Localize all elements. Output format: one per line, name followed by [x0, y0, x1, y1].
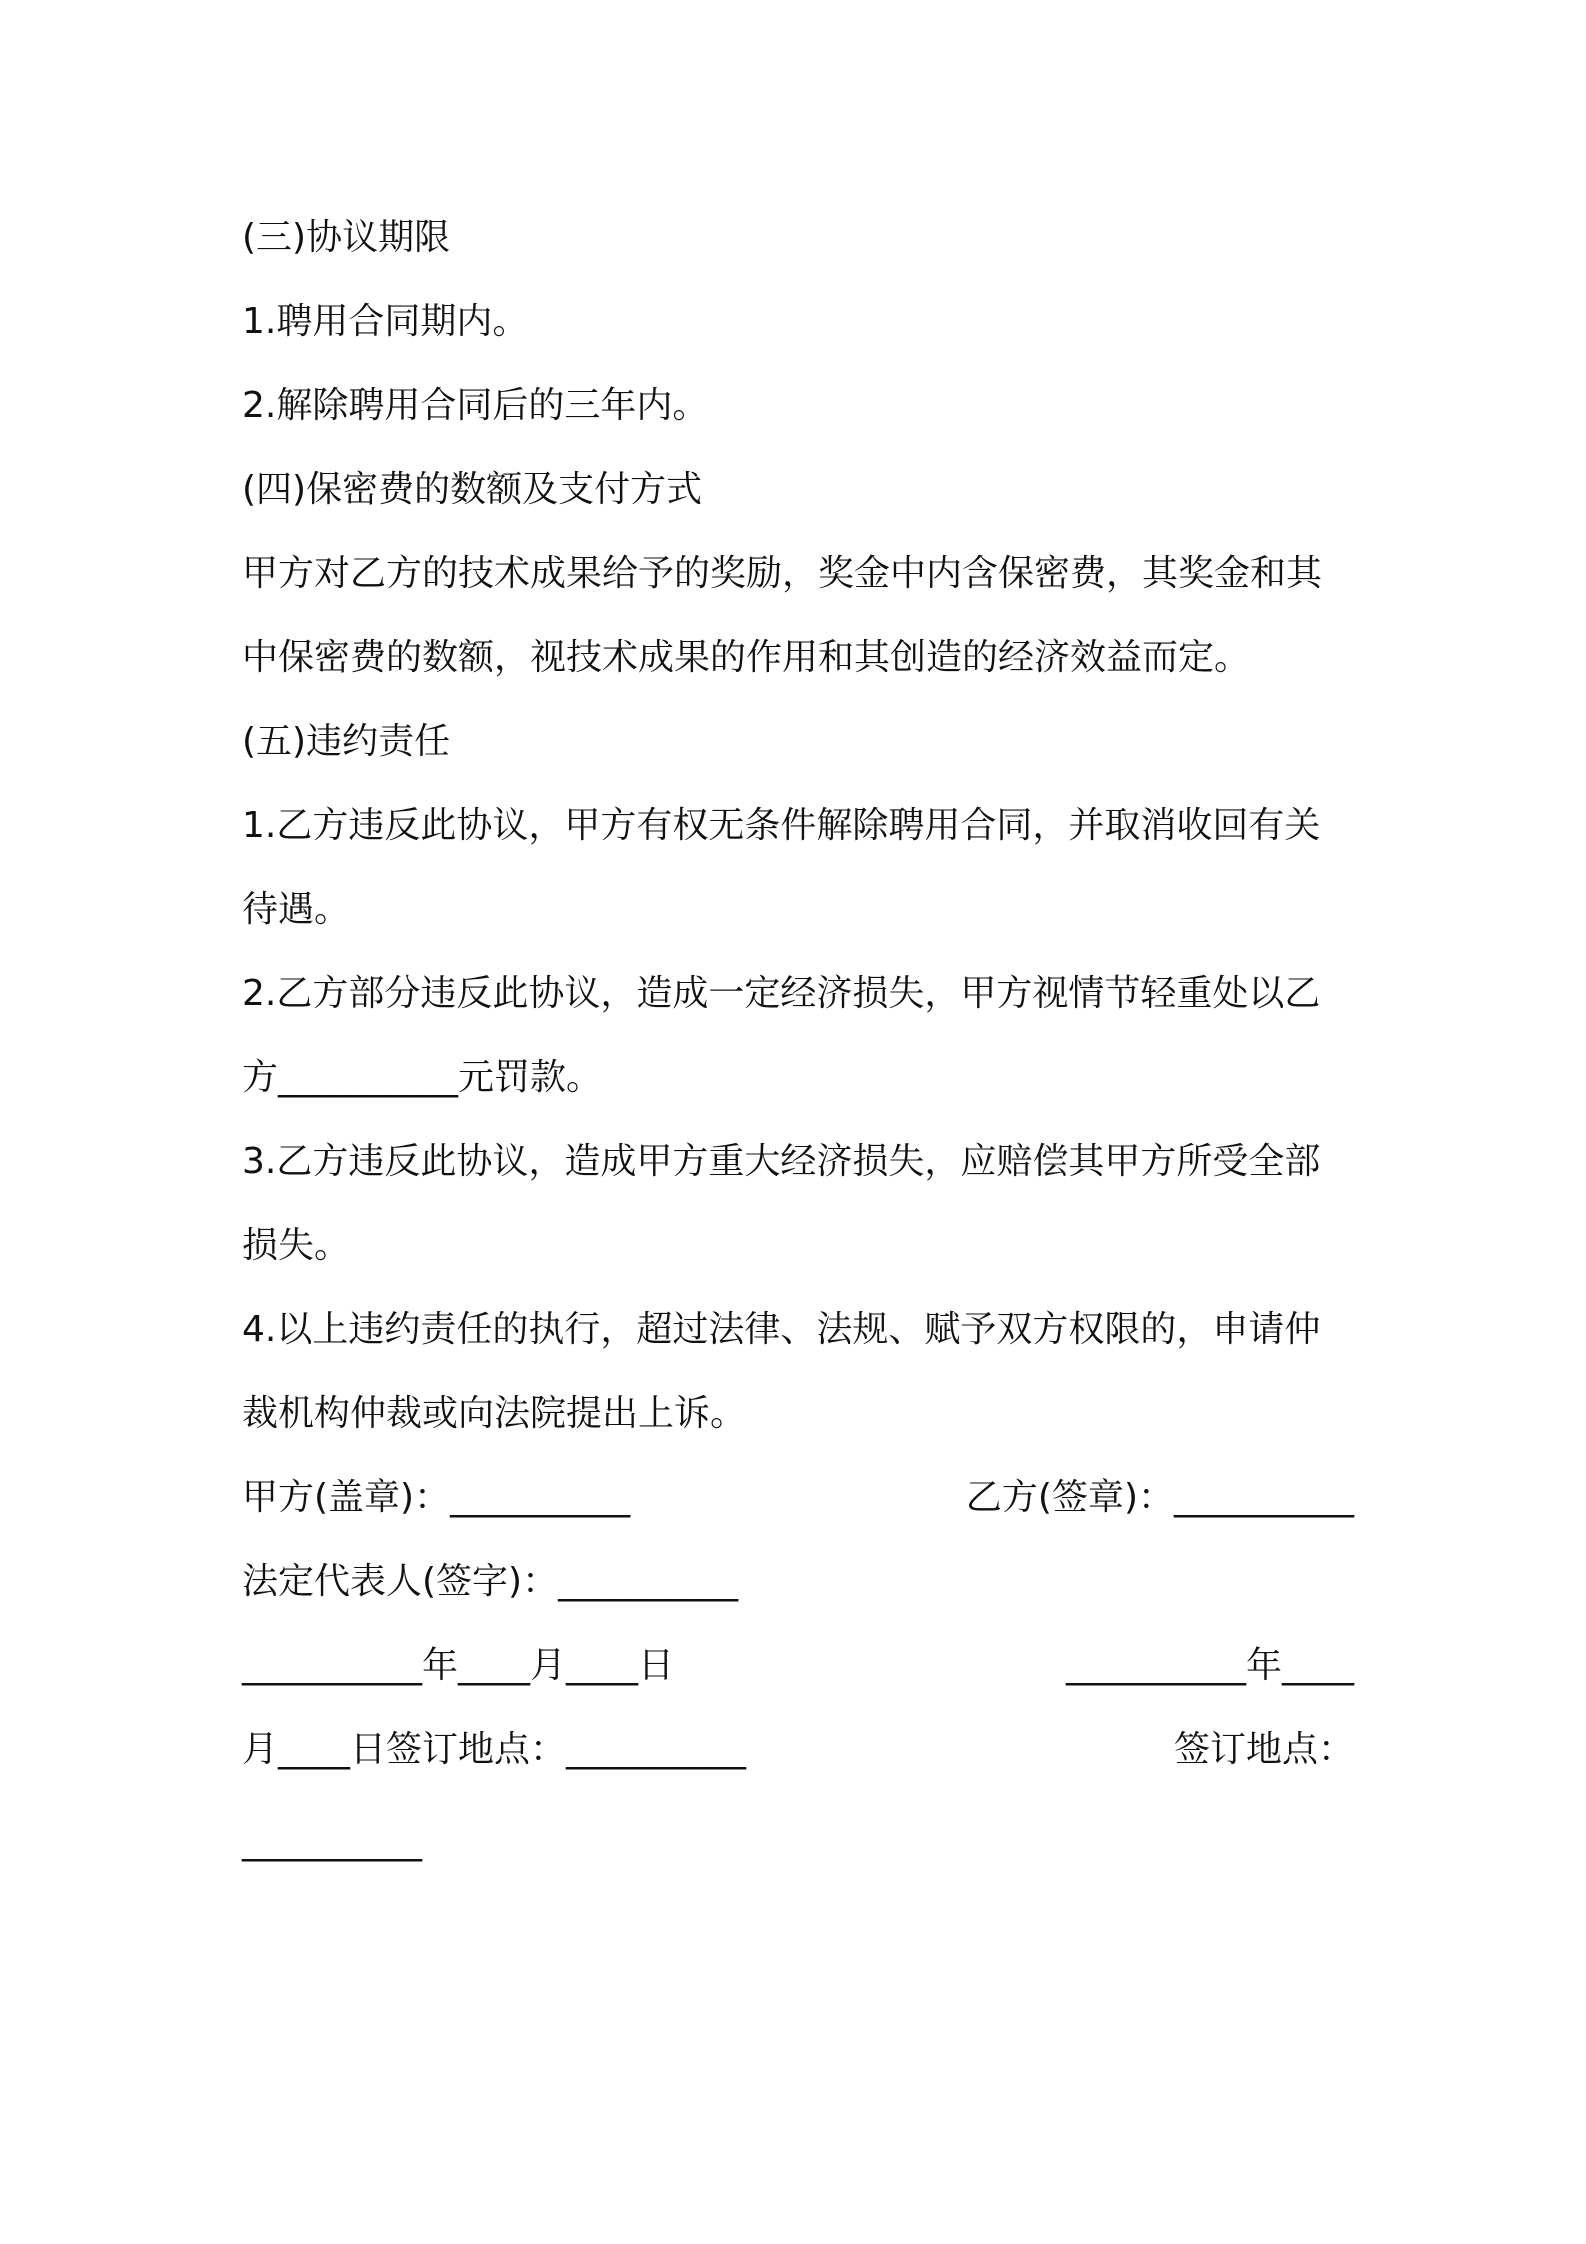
place-right: 签订地点： — [1173, 1729, 1354, 1770]
section-3-item-2: 2.解除聘用合同后的三年内。 — [242, 385, 709, 426]
section-5-item-3-line-1: 3.乙方违反此协议，造成甲方重大经济损失，应赔偿其甲方所受全部 — [242, 1141, 1321, 1182]
section-5-title: (五)违约责任 — [242, 721, 451, 762]
section-4-paragraph-line-1: 甲方对乙方的技术成果给予的奖励，奖金中内含保密费，其奖金和其 — [242, 553, 1323, 594]
signature-row-seals — [242, 1456, 1354, 1540]
section-5-item-3-line-2: 损失。 — [242, 1225, 351, 1266]
place-blank: __________ — [242, 1821, 422, 1862]
party-a-seal: 甲方(盖章)：__________ — [242, 1477, 631, 1518]
date-left: __________年____月____日 — [242, 1645, 674, 1686]
section-5-item-2-line-2: 方__________元罚款。 — [242, 1057, 603, 1098]
legal-representative-signature: 法定代表人(签字)：__________ — [242, 1561, 739, 1602]
section-5-item-2-line-1: 2.乙方部分违反此协议，造成一定经济损失，甲方视情节轻重处以乙 — [242, 973, 1321, 1014]
section-3-item-1: 1.聘用合同期内。 — [242, 301, 529, 342]
section-5-item-4-line-1: 4.以上违约责任的执行，超过法律、法规、赋予双方权限的，申请仲 — [242, 1309, 1321, 1350]
date-left-continued-place: 月____日签订地点：__________ — [242, 1729, 747, 1770]
signature-row-places — [242, 1708, 1354, 1792]
document-body — [242, 196, 1354, 1884]
date-right: __________年____ — [1066, 1645, 1354, 1686]
party-b-seal: 乙方(签章)：__________ — [965, 1477, 1354, 1518]
section-4-title: (四)保密费的数额及支付方式 — [242, 469, 703, 510]
spacer — [242, 1792, 1354, 1800]
section-4-paragraph-line-2: 中保密费的数额，视技术成果的作用和其创造的经济效益而定。 — [242, 637, 1251, 678]
section-5-item-4-line-2: 裁机构仲裁或向法院提出上诉。 — [242, 1393, 747, 1434]
section-5-item-1-line-2: 待遇。 — [242, 889, 351, 930]
section-3-title: (三)协议期限 — [242, 217, 451, 258]
signature-row-dates — [242, 1624, 1354, 1708]
section-5-item-1-line-1: 1.乙方违反此协议，甲方有权无条件解除聘用合同，并取消收回有关 — [242, 805, 1321, 846]
